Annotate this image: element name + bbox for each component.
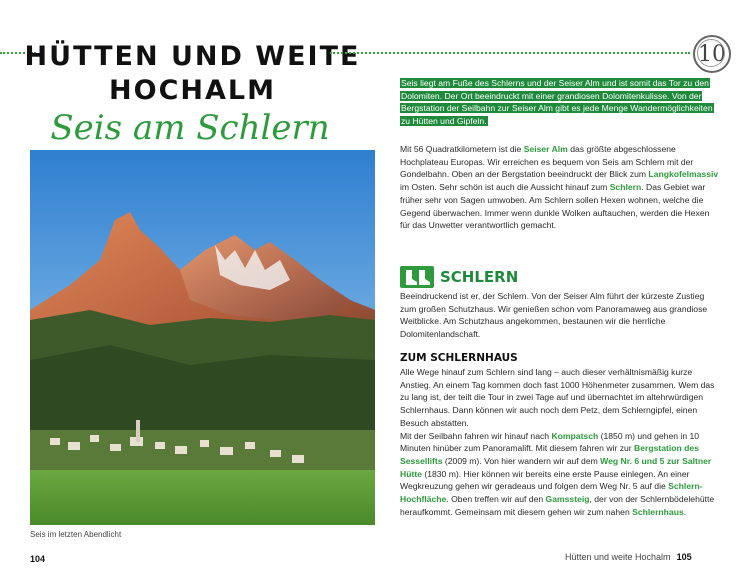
hiking-boots-icon [400,266,434,288]
highlight-schlern: Schlern [609,182,642,193]
highlight-seiser-alm: Seiser Alm [523,144,568,154]
photo-caption: Seis im letzten Abendlicht [30,530,122,539]
highlight-schlernhaus: Schlernhaus [632,506,684,517]
highlight-gamssteig: Gamssteig [545,494,590,505]
title-line-2: HOCHALM [109,75,276,106]
intro-paragraph [400,77,720,127]
running-footer-title: Hütten und weite Hochalm [565,552,671,562]
intro-highlight: Seis liegt am Fuße des Schlerns und der Seiser Alm und ist somit das Tor zu den Dolomiten. Der Ort beeindruckt mit einer grandiosen Dolomitenkulisse. Von der Bergstation der Seilbahn zur Seiser Alm gibt es jede Menge Wandermöglichkeiten zu Hütten und Gipfeln. [401,78,713,126]
script-subtitle: Seis am Schlern [50,108,330,148]
title-line-1: HÜTTEN UND WEITE [24,41,361,72]
text-run: (2009 m). Von hier wandern wir auf dem [442,455,601,466]
highlight-hochflaeche: Schlern-Hochfläche [400,481,703,505]
text-run: . Das Gebiet war früher sehr von Sagen umwoben. Am Schlern sollen Hexen wohnen, welche die Gegend überwachen. Immer wenn dunkle Wolken auftauchen, werden die Hexen für das Unwetter verantwortlich gemacht. [400,182,710,231]
text-run: im Osten. Sehr schön ist auch die Aussicht hinauf zum [400,182,610,193]
paragraph-2: Beeindruckend ist er, der Schlern. Von der Seiser Alm führt der kürzeste Zustieg zum großen Schutzhaus. Wir genießen schon vom Panoramaweg aus grandiose Weitblicke. Am Schutzhaus angekommen, bestaunen wir die herrliche Dolomitenlandschaft. [400,291,708,340]
page-number-right: 105 [676,552,692,562]
section-heading [400,266,518,288]
paragraph-1 [400,143,720,232]
page-title [20,40,365,108]
highlight-langkofelmassiv: Langkofelmassiv [648,169,719,180]
highlight-weg: Weg Nr. 6 und 5 zur Saltner Hütte [400,455,712,479]
text-run: (1850 m) und gehen in 10 Minuten hinüber zum Panoramalift. Mit diesem fahren wir zur [400,430,700,454]
text-run: Mit der Seilbahn fahren wir hinauf nach [400,430,552,441]
text-run: Alle Wege hinauf zum Schlern sind lang – auch dieser verhältnismäßig kurze Anstieg. An einem Tag kommen doch fast 1000 Höhenmeter zusammen. Wem das zu lang ist, der teilt die Tour in zwei Tage auf und übernachtet im altehrwürdigen Schlernhaus. Dann können wir auch noch dem Petz, dem Schlerngipfel, einen Besuch abstatten. [400,367,715,428]
tour-number-badge: 10 [693,35,731,73]
page-number-left: 104 [30,554,46,564]
paragraph-3 [400,366,720,518]
highlight-bergstation: Bergstation des Sessellifts [400,443,699,466]
text-run: Mit 56 Quadratkilometern ist die [400,144,524,154]
text-run: (1830 m). Hier können wir bereits eine erste Pause einlegen. An einer Wegkreuzung gehen wir geradeaus und folgen dem Weg Nr. 5 auf die [400,468,690,492]
mountain-photo [30,150,375,525]
highlight-kompatsch: Kompatsch [551,430,599,441]
text-run: . [683,506,687,517]
section-title: SCHLERN [440,268,519,286]
text-run: . Oben treffen wir auf den [446,494,546,505]
text-run: das größte abgeschlossene Hochplateau Europas. Wir erreichen es bequem von Seis am Schlern mit der Gondelbahn. Oben an der Bergstation beeindruckt der Blick zum [400,144,694,180]
footer-right [565,552,692,562]
subheading: ZUM SCHLERNHAUS [400,352,518,364]
text-run: , der von der Schlernbödelehütte heraufkommt. Gemeinsam mit diesem gehen wir zum nahen [400,494,715,517]
